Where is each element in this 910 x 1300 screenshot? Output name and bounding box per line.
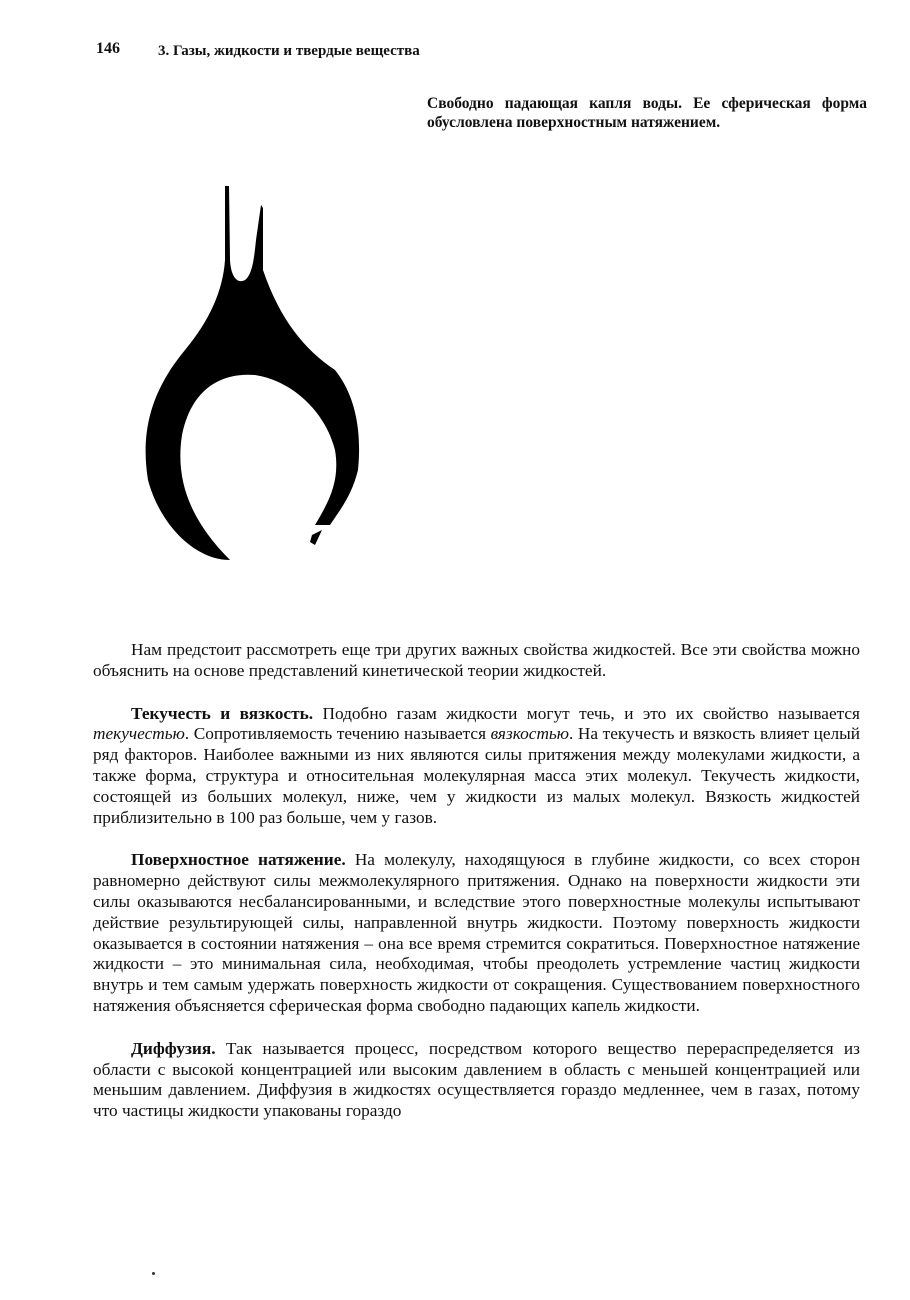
paragraph-fluidity bbox=[93, 704, 860, 829]
heading-fluidity: Текучесть и вязкость. bbox=[131, 703, 314, 723]
figure-caption: Свободно падающая капля воды. Ее сферическая форма обусловлена поверхностным натяжением. bbox=[427, 95, 867, 131]
diffusion-text: Так называется процесс, посредством которого вещество перераспределяется из области с высокой концентрацией или высоким давлением в область с меньшей концентрацией или меньшим давлением. Диффузия в жидкостях осуществляется гораздо медленнее, чем в газах, потому что частицы жидкости упакованы гораздо bbox=[93, 1038, 860, 1121]
water-drop-silhouette bbox=[130, 180, 380, 570]
scan-speck bbox=[152, 1272, 155, 1275]
surface-tension-text: На молекулу, находящуюся в глубине жидкости, со всех сторон равномерно действуют силы межмолекулярного притяжения. Однако на поверхности жидкости эти силы оказываются несбалансированными, и вследствие этого поверхностные молекулы испытывают действие результирующей силы, направленной внутрь жидкости. Поэтому поверхность жидкости оказывается в состоянии натяжения – она все время стремится сократиться. Поверхностное натяжение жидкости – это минимальная сила, необходимая, чтобы преодолеть устремление частиц жидкости внутрь и тем самым удержать поверхность жидкости от сокращения. Существованием поверхностного натяжения объясняется сферическая форма свободно падающих капель жидкости. bbox=[93, 850, 861, 1015]
page-number: 146 bbox=[96, 40, 120, 57]
heading-surface-tension: Поверхностное натяжение. bbox=[131, 850, 346, 870]
fluidity-text-2: . Сопротивляемость течению называется bbox=[184, 724, 491, 744]
term-viscosity: вязкостью bbox=[490, 724, 569, 744]
fluidity-text-3: . На текучесть и вязкость влияет целый ряд факторов. Наиболее важными из них являются силы притяжения между молекулами жидкости, а также форма, структура и относительная молекулярная масса этих молекул. Текучесть жидкости, состоящей из больших молекул, ниже, чем у жидкости из малых молекул. Вязкость жидкостей приблизительно в 100 раз больше, чем у газов. bbox=[93, 724, 860, 827]
paragraph-diffusion bbox=[93, 1039, 860, 1122]
paragraph-surface-tension bbox=[93, 850, 860, 1016]
falling-water-drop-icon bbox=[130, 180, 380, 570]
paragraph-intro: Нам предстоит рассмотреть еще три других важных свойства жидкостей. Все эти свойства можно объяснить на основе представлений кинетической теории жидкостей. bbox=[93, 640, 860, 680]
main-text bbox=[93, 640, 860, 1144]
chapter-title: 3. Газы, жидкости и твердые вещества bbox=[158, 43, 420, 59]
fluidity-text-1: Подобно газам жидкости могут течь, и это их свойство называется bbox=[313, 703, 860, 723]
term-fluidity: текучестью bbox=[93, 724, 185, 744]
heading-diffusion: Диффузия. bbox=[131, 1038, 216, 1058]
